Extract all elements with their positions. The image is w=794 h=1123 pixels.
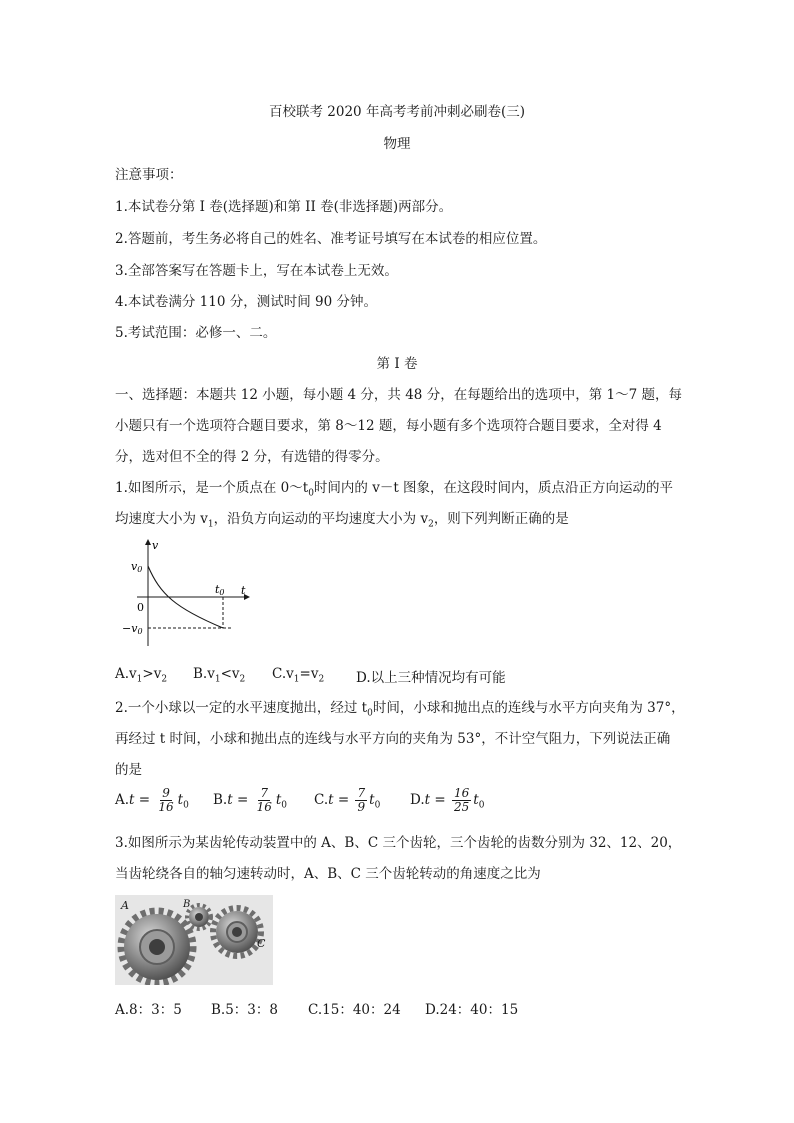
section-instruction: 一、选择题：本题共 12 小题，每小题 4 分，共 48 分，在每题给出的选项中，第 1～7 题，每: [115, 387, 682, 403]
exam-title: 百校联考 2020 年高考考前冲刺必刷卷(三): [269, 104, 525, 120]
notice-item: 1.本试卷分第 I 卷(选择题)和第 II 卷(非选择题)两部分。: [115, 199, 453, 215]
q2-option-c: C.t = $\frac{7}{9}$ $t_0$: [314, 786, 381, 814]
subject-title: 物理: [383, 136, 411, 152]
notice-item: 2.答题前，考生务必将自己的姓名、准考证号填写在本试卷的相应位置。: [115, 231, 547, 247]
origin-label: 0: [137, 601, 144, 614]
q3-option-c: C.15：40：24: [308, 1002, 401, 1018]
q3-option-d: D.24：40：15: [425, 1002, 519, 1018]
section-instruction: 分，选对但不全的得 2 分，有选错的得零分。: [115, 449, 389, 465]
gear-figure: [115, 895, 273, 985]
notice-item: 5.考试范围：必修一、二。: [115, 325, 277, 341]
notice-heading: 注意事项：: [115, 167, 183, 183]
gear-label-c: C: [257, 937, 266, 950]
q2-stem-line2: 再经过 t 时间，小球和抛出点的连线与水平方向的夹角为 53°，不计空气阻力，下列说法正确: [115, 731, 671, 747]
q1-option-a: $A.v_1>v_2$: [115, 666, 168, 685]
q1-option-c: $C.v_1=v_2$: [272, 666, 325, 685]
notice-item: 3.全部答案写在答题卡上，写在本试卷上无效。: [115, 263, 398, 279]
q1-option-d: D.以上三种情况均有可能: [356, 670, 506, 686]
neg-v0-label: −v0: [122, 622, 143, 636]
q3-option-a: A.8：3：5: [115, 1002, 182, 1018]
gear-label-a: A: [121, 899, 129, 912]
v-axis-label: v: [152, 539, 159, 552]
q2-option-a: A.t = $\frac{9}{16}$ $t_0$: [115, 786, 189, 814]
v0-label: v0: [131, 560, 143, 574]
q3-stem-line1: 3.如图所示为某齿轮传动装置中的 A、B、C 三个齿轮，三个齿轮的齿数分别为 32、12、20，: [115, 835, 682, 851]
vt-graph: [115, 536, 255, 648]
section-title: 第 I 卷: [376, 356, 418, 372]
q1-stem-line1: 1.如图所示，是一个质点在 $0\sim t_0$时间内的 v－t 图象，在这段时间内，质点沿正方向运动的平: [115, 480, 674, 499]
gear-label-b: B: [183, 899, 191, 910]
q2-stem-line3: 的是: [115, 762, 142, 778]
q2-option-b: B.t = $\frac{7}{16}$ $t_0$: [213, 786, 288, 814]
t-axis-label: t: [241, 584, 246, 597]
notice-item: 4.本试卷满分 110 分，测试时间 90 分钟。: [115, 294, 377, 310]
section-instruction: 小题只有一个选项符合题目要求，第 8～12 题，每小题有多个选项符合题目要求，全对得 4: [115, 418, 662, 434]
q1-option-b: $B.v_1<v_2$: [193, 666, 246, 685]
q2-stem-line1: 2.一个小球以一定的水平速度抛出，经过 $t_0$时间，小球和抛出点的连线与水平方向夹角为 37°，: [115, 700, 685, 719]
gear-c: [213, 908, 261, 956]
q3-option-b: B.5：3：8: [211, 1002, 278, 1018]
t0-label: t0: [215, 583, 225, 597]
q1-stem-line2: 均速度大小为 $v_1$，沿负方向运动的平均速度大小为 $v_2$，则下列判断正确的是: [115, 511, 569, 530]
q2-option-d: D.t = $\frac{16}{25}$ $t_0$: [410, 786, 485, 814]
q3-stem-line2: 当齿轮绕各自的轴匀速转动时，A、B、C 三个齿轮转动的角速度之比为: [115, 866, 541, 882]
